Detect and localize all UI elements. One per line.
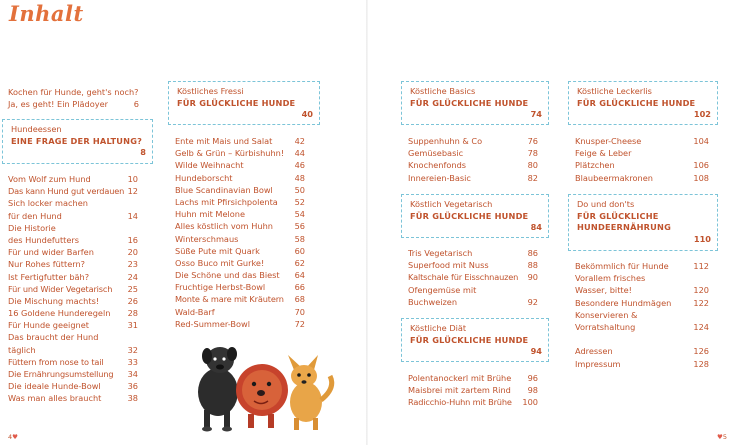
heart-icon: ♥ — [12, 433, 18, 441]
toc-entry[interactable]: Vorratshaltung 124 — [575, 321, 709, 332]
toc-entry[interactable]: Lachs mit Pfirsichpolenta 52 — [175, 196, 305, 207]
section-box-vegetarisch[interactable] — [401, 194, 549, 238]
page-number-right: ♥5 — [717, 433, 727, 441]
toc-entry[interactable]: Blue Scandinavian Bowl 50 — [175, 184, 305, 195]
toc-entry[interactable]: Kochen für Hunde, geht's noch? — [8, 87, 139, 97]
section-box-fressi[interactable] — [168, 81, 320, 125]
section-title: FÜR GLÜCKLICHE HUNDE — [410, 334, 529, 345]
toc-entry[interactable]: Red-Summer-Bowl 72 — [175, 318, 305, 329]
toc-entry[interactable]: Ja, es geht! Ein Plädoyer 6 — [8, 99, 139, 110]
toc-column-3-list-3 — [408, 372, 538, 409]
toc-entry[interactable]: Buchweizen 92 — [408, 296, 538, 307]
toc-entry[interactable]: Für und Wider Vegetarisch 25 — [8, 283, 138, 294]
toc-entry[interactable]: Besondere Hundmägen 122 — [575, 297, 709, 308]
section-subtitle: Köstliche Leckerlis — [577, 86, 652, 96]
toc-entry[interactable]: Suppenhuhn & Co 76 — [408, 136, 538, 146]
section-subtitle: Köstlich Vegetarisch — [410, 199, 493, 209]
toc-entry[interactable]: 16 Goldene Hunderegeln 28 — [8, 308, 138, 319]
section-subtitle: Köstliches Fressi — [177, 86, 244, 96]
toc-entry[interactable]: Superfood mit Nuss 88 — [408, 260, 538, 271]
toc-entry[interactable]: Monte & mare mit Kräutern 68 — [175, 294, 305, 305]
toc-entry[interactable]: Süße Pute mit Quark 60 — [175, 245, 305, 256]
toc-entry[interactable]: Osso Buco mit Gurke! 62 — [175, 257, 305, 268]
toc-entry[interactable]: Maisbrei mit zartem Rind 98 — [408, 385, 538, 396]
toc-entry[interactable]: Hundeborscht 48 — [175, 172, 305, 183]
toc-entry[interactable]: Radicchio-Huhn mit Brühe 100 — [408, 397, 538, 408]
section-title: FÜR GLÜCKLICHE — [577, 210, 659, 221]
dogs-illustration — [190, 330, 340, 435]
toc-entry[interactable]: Für und wider Barfen 20 — [8, 247, 138, 258]
section-title: FÜR GLÜCKLICHE HUNDE — [577, 97, 696, 108]
page-title: Inhalt — [9, 1, 84, 26]
section-subtitle: Do und don'ts — [577, 199, 635, 209]
toc-entry[interactable]: Knochenfonds 80 — [408, 160, 538, 171]
toc-spacer — [575, 333, 709, 345]
toc-entry[interactable]: Blaubeermakronen 108 — [575, 172, 709, 183]
section-box-diaet[interactable] — [401, 318, 549, 362]
section-page: 102 — [693, 109, 711, 119]
section-page: 110 — [693, 233, 711, 244]
page-number-left: 4♥ — [8, 433, 18, 441]
toc-entry[interactable]: Tris Vegetarisch 86 — [408, 248, 538, 258]
toc-column-1-list — [8, 173, 138, 405]
section-box-hundeessen[interactable] — [2, 119, 153, 164]
toc-column-3-list-1 — [408, 135, 538, 184]
toc-entry[interactable]: Die ideale Hunde-Bowl 36 — [8, 381, 138, 392]
book-gutter — [366, 0, 368, 445]
toc-entry[interactable]: Was man alles braucht 38 — [8, 393, 138, 404]
black-dog-icon — [198, 347, 238, 432]
section-box-do-und-donts[interactable] — [568, 194, 718, 251]
section-title: FÜR GLÜCKLICHE HUNDE — [177, 97, 296, 108]
toc-entry[interactable]: Vom Wolf zum Hund 10 — [8, 174, 138, 184]
toc-entry[interactable]: Das kann Hund gut verdauen 12 — [8, 186, 138, 197]
section-title: EINE FRAGE DER HALTUNG? — [11, 135, 143, 146]
section-box-basics[interactable] — [401, 81, 549, 125]
section-subtitle: Köstliche Diät — [410, 323, 467, 333]
toc-entry[interactable]: Ofengemüse mit — [408, 284, 477, 295]
toc-entry[interactable]: Huhn mit Melone 54 — [175, 209, 305, 220]
toc-entry[interactable]: für den Hund 14 — [8, 210, 138, 221]
toc-entry[interactable]: Die Mischung machts! 26 — [8, 295, 138, 306]
toc-entry[interactable]: Innereien-Basic 82 — [408, 172, 538, 183]
toc-entry[interactable]: Ist Fertigfutter bäh? 24 — [8, 271, 138, 282]
section-title: FÜR GLÜCKLICHE HUNDE — [410, 97, 529, 108]
toc-entry[interactable]: Wald-Barf 70 — [175, 306, 305, 317]
toc-column-4-list-2 — [575, 260, 709, 370]
toc-column-4-list-1 — [575, 135, 709, 184]
toc-entry[interactable]: Die Schöne und das Biest 64 — [175, 270, 305, 281]
toc-entry[interactable]: Die Historie — [8, 222, 56, 233]
toc-entry[interactable]: Plätzchen 106 — [575, 160, 709, 171]
toc-entry[interactable]: Polentanockerl mit Brühe 96 — [408, 373, 538, 383]
toc-entry[interactable]: Die Ernährungsumstellung 34 — [8, 369, 138, 379]
toc-entry[interactable]: Bekömmlich für Hunde 112 — [575, 261, 709, 271]
orange-dog-icon — [288, 355, 332, 430]
toc-entry[interactable]: Konservieren & — [575, 309, 638, 320]
toc-entry[interactable]: Sich locker machen — [8, 198, 88, 209]
toc-entry[interactable]: Knusper-Cheese 104 — [575, 136, 709, 146]
toc-entry[interactable]: Adressen 126 — [575, 346, 709, 357]
section-subtitle: Köstliche Basics — [410, 86, 476, 96]
toc-entry[interactable]: Wasser, bitte! 120 — [575, 285, 709, 296]
toc-entry[interactable]: Kaltschale für Eisschnauzen 90 — [408, 272, 538, 283]
toc-entry[interactable]: des Hundefutters 16 — [8, 234, 138, 245]
toc-entry[interactable]: Ente mit Mais und Salat 42 — [175, 136, 305, 146]
toc-column-2-list — [175, 135, 305, 330]
toc-entry[interactable]: Fruchtige Herbst-Bowl 66 — [175, 282, 305, 293]
toc-entry[interactable]: Nur Rohes füttern? 23 — [8, 259, 138, 270]
section-page: 74 — [530, 109, 542, 119]
toc-column-1 — [8, 86, 139, 110]
toc-entry[interactable]: Impressum 128 — [575, 358, 709, 369]
toc-entry[interactable]: Alles köstlich vom Huhn 56 — [175, 221, 305, 232]
section-page: 40 — [301, 109, 313, 119]
toc-entry[interactable]: Winterschmaus 58 — [175, 233, 305, 244]
toc-entry[interactable]: Wilde Weihnacht 46 — [175, 160, 305, 171]
section-title-line2: HUNDEERNÄHRUNG — [577, 222, 672, 232]
toc-column-3-list-2 — [408, 247, 538, 308]
section-page: 8 — [140, 147, 146, 157]
toc-entry[interactable]: täglich 32 — [8, 344, 138, 355]
fluffy-dog-icon — [236, 364, 288, 428]
toc-entry[interactable]: Für Hunde geeignet 31 — [8, 320, 138, 331]
toc-entry[interactable]: Das braucht der Hund — [8, 332, 99, 343]
toc-entry[interactable]: Vorallem frisches — [575, 273, 646, 284]
toc-entry[interactable]: Gelb & Grün – Kürbishuhn! 44 — [175, 148, 305, 159]
section-title: FÜR GLÜCKLICHE HUNDE — [410, 210, 529, 221]
toc-entry[interactable]: Gemüsebasic 78 — [408, 148, 538, 159]
section-page: 84 — [530, 222, 542, 232]
toc-entry[interactable]: Füttern from nose to tail 33 — [8, 356, 138, 367]
section-subtitle: Hundeessen — [11, 124, 62, 134]
toc-entry[interactable]: Feige & Leber — [575, 148, 632, 159]
section-page: 94 — [530, 346, 542, 356]
heart-icon: ♥ — [717, 433, 723, 441]
section-box-leckerlis[interactable] — [568, 81, 718, 125]
